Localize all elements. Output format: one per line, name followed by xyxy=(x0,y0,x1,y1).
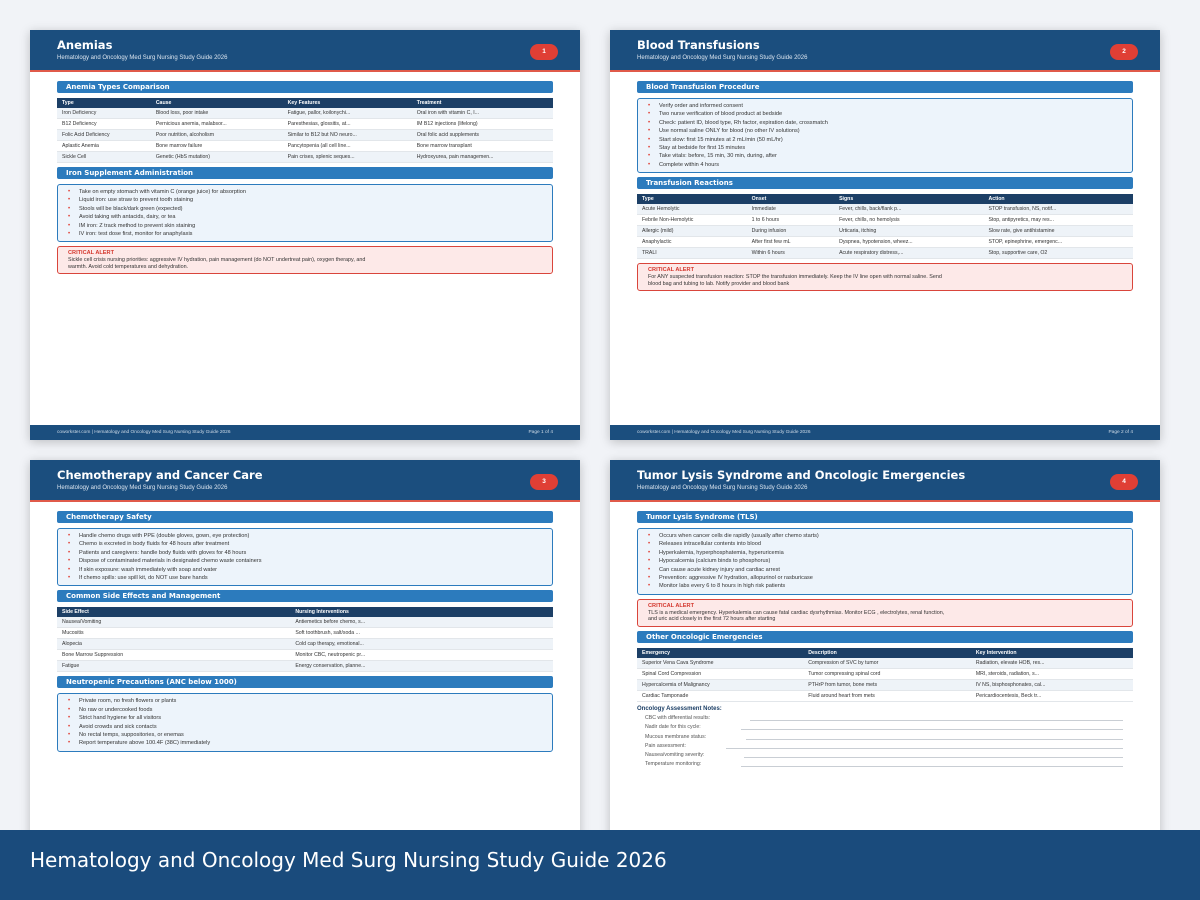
page-3 xyxy=(30,460,580,870)
table-cell: Allergic (mild) xyxy=(637,226,747,237)
page-title: Blood Transfusions xyxy=(637,38,760,52)
table-cell: IV NS, bisphosphonates, cal... xyxy=(971,679,1133,690)
notes-title: Oncology Assessment Notes: xyxy=(637,705,722,712)
data-table xyxy=(57,607,553,672)
note-line xyxy=(726,748,1123,749)
table-row xyxy=(57,130,553,141)
list-item: • Monitor labs every 6 to 8 hours in high risk patients xyxy=(648,582,1124,590)
page-content xyxy=(30,502,580,752)
critical-alert xyxy=(637,599,1133,627)
section-heading: Other Oncologic Emergencies xyxy=(637,631,1133,643)
table-row xyxy=(57,152,553,163)
table-cell: Genetic (HbS mutation) xyxy=(151,152,283,163)
table-row xyxy=(57,639,553,650)
section-heading: Blood Transfusion Procedure xyxy=(637,81,1133,93)
table-cell: Aplastic Anemia xyxy=(57,141,151,152)
note-line xyxy=(741,729,1123,730)
column-header: Emergency xyxy=(637,648,803,658)
table-cell: Poor nutrition, alcoholism xyxy=(151,130,283,141)
section-heading: Neutropenic Precautions (ANC below 1000) xyxy=(57,676,553,688)
table-cell: STOP, epinephrine, emergenc... xyxy=(983,237,1133,248)
page-header xyxy=(610,30,1160,72)
section-heading: Iron Supplement Administration xyxy=(57,167,553,179)
table-cell: Compression of SVC by tumor xyxy=(803,658,971,669)
table-cell: Alopecia xyxy=(57,639,290,650)
bottom-banner xyxy=(0,830,1200,900)
table-cell: 1 to 6 hours xyxy=(747,215,834,226)
table-header-row xyxy=(57,607,553,617)
note-label: CBC with differential results: xyxy=(645,714,711,721)
table-cell: Superior Vena Cava Syndrome xyxy=(637,658,803,669)
list-item: • Private room, no fresh flowers or plants xyxy=(68,697,544,705)
section-heading: Anemia Types Comparison xyxy=(57,81,553,93)
data-table xyxy=(57,98,553,163)
table-cell: Fever, chills, no hemolysis xyxy=(834,215,983,226)
table-cell: STOP transfusion, NS, notif... xyxy=(983,204,1133,215)
page-1 xyxy=(30,30,580,440)
page-subtitle: Hematology and Oncology Med Surg Nursing Study Guide 2026 xyxy=(57,55,228,61)
table-row xyxy=(637,226,1133,237)
bottom-banner-title: Hematology and Oncology Med Surg Nursing Study Guide 2026 xyxy=(30,848,667,872)
table-cell: Hydroxyurea, pain managemen... xyxy=(412,152,553,163)
table-cell: Mucositis xyxy=(57,628,290,639)
table-cell: B12 Deficiency xyxy=(57,119,151,130)
table-row xyxy=(637,204,1133,215)
table-cell: After first few mL xyxy=(747,237,834,248)
bullet-box xyxy=(57,528,553,586)
table-cell: Pernicious anemia, malabsor... xyxy=(151,119,283,130)
table-header-row xyxy=(57,98,553,108)
note-row xyxy=(637,758,1133,767)
alert-text: For ANY suspected transfusion reaction: STOP the transfusion immediately. Keep the IV line open with normal saline. Send blood bag and tubing to lab. Notify provider and blood bank xyxy=(648,274,942,287)
alert-text: Sickle cell crisis nursing priorities: aggressive IV hydration, pain management (do NOT undertreat pain), oxygen therapy, and warmth. Avoid cold temperatures and dehydration. xyxy=(68,257,366,270)
column-header: Onset xyxy=(747,194,834,204)
list-item: • Strict hand hygiene for all visitors xyxy=(68,714,544,722)
section-heading: Common Side Effects and Management xyxy=(57,590,553,602)
column-header: Signs xyxy=(834,194,983,204)
list-item: • Start slow: first 15 minutes at 2 mL/min (50 mL/hr) xyxy=(648,136,1124,144)
table-cell: Pancytopenia (all cell line... xyxy=(283,141,412,152)
list-item: • IV iron: test dose first, monitor for anaphylaxis xyxy=(68,230,544,238)
table-cell: Similar to B12 but NO neuro... xyxy=(283,130,412,141)
table-cell: Fever, chills, back/flank p... xyxy=(834,204,983,215)
note-label: Temperature monitoring: xyxy=(645,761,702,768)
table-cell: Immediate xyxy=(747,204,834,215)
table-header-row xyxy=(637,648,1133,658)
list-item: • IM iron: Z track method to prevent skin staining xyxy=(68,222,544,230)
page-number-badge: 4 xyxy=(1110,474,1138,490)
list-item: • Stools will be black/dark green (expected) xyxy=(68,205,544,213)
page-number-badge: 3 xyxy=(530,474,558,490)
table-cell: Dyspnea, hypotension, wheez... xyxy=(834,237,983,248)
table-cell: Blood loss, poor intake xyxy=(151,108,283,119)
page-header xyxy=(30,30,580,72)
table-header-row xyxy=(637,194,1133,204)
page-footer xyxy=(610,425,1160,440)
column-header: Key Intervention xyxy=(971,648,1133,658)
list-item: • Take vitals: before, 15 min, 30 min, during, after xyxy=(648,152,1124,160)
note-row xyxy=(637,749,1133,758)
table-cell: During infusion xyxy=(747,226,834,237)
table-cell: Radiation, elevate HOB, res... xyxy=(971,658,1133,669)
alert-title: CRITICAL ALERT xyxy=(648,267,694,274)
section-heading: Chemotherapy Safety xyxy=(57,511,553,523)
column-header: Key Features xyxy=(283,98,412,108)
table-row xyxy=(637,248,1133,259)
list-item: • Liquid iron: use straw to prevent tooth staining xyxy=(68,196,544,204)
list-item: • Two nurse verification of blood product at bedside xyxy=(648,110,1124,118)
table-cell: Slow rate, give antihistamine xyxy=(983,226,1133,237)
footer-source: coworkster.com | Hematology and Oncology Med Surg Nursing Study Guide 2026 xyxy=(637,430,811,435)
table-row xyxy=(57,617,553,628)
table-cell: IM B12 injections (lifelong) xyxy=(412,119,553,130)
column-header: Action xyxy=(983,194,1133,204)
table-row xyxy=(57,108,553,119)
page-footer xyxy=(30,425,580,440)
table-cell: Energy conservation, planne... xyxy=(290,661,553,672)
note-label: Pain assessment: xyxy=(645,742,686,749)
page-title: Tumor Lysis Syndrome and Oncologic Emergencies xyxy=(637,468,966,482)
table-cell: Folic Acid Deficiency xyxy=(57,130,151,141)
table-cell: Oral iron with vitamin C, I... xyxy=(412,108,553,119)
critical-alert xyxy=(637,263,1133,291)
note-line xyxy=(744,757,1123,758)
column-header: Side Effect xyxy=(57,607,290,617)
list-item: • No raw or undercooked foods xyxy=(68,706,544,714)
table-row xyxy=(57,661,553,672)
note-row xyxy=(637,730,1133,739)
table-cell: Cardiac Tamponade xyxy=(637,690,803,701)
table-cell: Cold cap therapy, emotional... xyxy=(290,639,553,650)
column-header: Type xyxy=(637,194,747,204)
bullet-list xyxy=(648,102,1124,169)
table-cell: Stop, supportive care, O2 xyxy=(983,248,1133,259)
page-2 xyxy=(610,30,1160,440)
table-cell: MRI, steroids, radiation, s... xyxy=(971,668,1133,679)
note-row xyxy=(637,712,1133,721)
bullet-list xyxy=(68,532,544,582)
table-row xyxy=(57,119,553,130)
list-item: • Prevention: aggressive IV hydration, allopurinol or rasburicase xyxy=(648,574,1124,582)
table-cell: Nausea/Vomiting xyxy=(57,617,290,628)
table-cell: Acute Hemolytic xyxy=(637,204,747,215)
page-subtitle: Hematology and Oncology Med Surg Nursing Study Guide 2026 xyxy=(637,485,808,491)
alert-title: CRITICAL ALERT xyxy=(68,250,114,257)
table-cell: Soft toothbrush, salt/soda ... xyxy=(290,628,553,639)
note-line xyxy=(746,739,1123,740)
page-header xyxy=(610,460,1160,502)
list-item: • Verify order and informed consent xyxy=(648,102,1124,110)
list-item: • Releases intracellular contents into blood xyxy=(648,540,1124,548)
table-cell: Iron Deficiency xyxy=(57,108,151,119)
bullet-box xyxy=(57,693,553,751)
list-item: • Avoid crowds and sick contacts xyxy=(68,723,544,731)
column-header: Treatment xyxy=(412,98,553,108)
section-heading: Tumor Lysis Syndrome (TLS) xyxy=(637,511,1133,523)
table-cell: Pericardiocentesis, Beck tr... xyxy=(971,690,1133,701)
page-content xyxy=(30,72,580,274)
table-cell: Paresthesias, glossitis, at... xyxy=(283,119,412,130)
table-row xyxy=(57,628,553,639)
page-title: Chemotherapy and Cancer Care xyxy=(57,468,263,482)
bullet-box xyxy=(57,184,553,242)
table-cell: Anaphylactic xyxy=(637,237,747,248)
table-row xyxy=(637,658,1133,669)
footer-page-number: Page 2 of 4 xyxy=(1108,430,1133,435)
page-title: Anemias xyxy=(57,38,113,52)
critical-alert xyxy=(57,246,553,274)
column-header: Type xyxy=(57,98,151,108)
bullet-box xyxy=(637,528,1133,595)
page-4 xyxy=(610,460,1160,870)
bullet-list xyxy=(68,697,544,747)
alert-title: CRITICAL ALERT xyxy=(648,602,694,609)
table-cell: Spinal Cord Compression xyxy=(637,668,803,679)
table-row xyxy=(637,690,1133,701)
column-header: Nursing Interventions xyxy=(290,607,553,617)
list-item: • Chemo is excreted in body fluids for 48 hours after treatment xyxy=(68,540,544,548)
table-cell: Stop, antipyretics, may res... xyxy=(983,215,1133,226)
page-header xyxy=(30,460,580,502)
note-line xyxy=(741,766,1123,767)
page-subtitle: Hematology and Oncology Med Surg Nursing Study Guide 2026 xyxy=(57,485,228,491)
note-label: Nadir date for this cycle: xyxy=(645,724,701,731)
list-item: • Check: patient ID, blood type, Rh factor, expiration date, crossmatch xyxy=(648,119,1124,127)
list-item: • Stay at bedside for first 15 minutes xyxy=(648,144,1124,152)
page-content xyxy=(610,502,1160,767)
table-cell: Bone marrow transplant xyxy=(412,141,553,152)
data-table xyxy=(637,648,1133,702)
table-cell: TRALI xyxy=(637,248,747,259)
bullet-box xyxy=(637,98,1133,173)
list-item: • Complete within 4 hours xyxy=(648,161,1124,169)
list-item: • Occurs when cancer cells die rapidly (usually after chemo starts) xyxy=(648,532,1124,540)
table-cell: Monitor CBC, neutropenic pr... xyxy=(290,650,553,661)
list-item: • If chemo spills: use spill kit, do NOT use bare hands xyxy=(68,574,544,582)
note-row xyxy=(637,721,1133,730)
table-row xyxy=(57,650,553,661)
table-cell: PTHrP from tumor, bone mets xyxy=(803,679,971,690)
table-row xyxy=(637,668,1133,679)
list-item: • Patients and caregivers: handle body fluids with gloves for 48 hours xyxy=(68,549,544,557)
table-cell: Bone marrow failure xyxy=(151,141,283,152)
table-cell: Fluid around heart from mets xyxy=(803,690,971,701)
list-item: • No rectal temps, suppositories, or enemas xyxy=(68,731,544,739)
page-number-badge: 1 xyxy=(530,44,558,60)
data-table xyxy=(637,194,1133,259)
table-row xyxy=(57,141,553,152)
table-cell: Tumor compressing spinal cord xyxy=(803,668,971,679)
list-item: • Can cause acute kidney injury and cardiac arrest xyxy=(648,566,1124,574)
table-cell: Acute respiratory distress,... xyxy=(834,248,983,259)
footer-page-number: Page 1 of 4 xyxy=(528,430,553,435)
page-number-badge: 2 xyxy=(1110,44,1138,60)
bullet-list xyxy=(68,188,544,238)
alert-text: TLS is a medical emergency. Hyperkalemia can cause fatal cardiac dysrhythmias. Monitor ECG , electrolytes, renal function, and uric acid closely in the first 72 hours after starting xyxy=(648,609,945,623)
table-cell: Bone Marrow Suppression xyxy=(57,650,290,661)
list-item: • Use normal saline ONLY for blood (no other IV solutions) xyxy=(648,127,1124,135)
list-item: • Take on empty stomach with vitamin C (orange juice) for absorption xyxy=(68,188,544,196)
section-heading: Transfusion Reactions xyxy=(637,177,1133,189)
list-item: • Report temperature above 100.4F (38C) immediately xyxy=(68,739,544,747)
table-cell: Within 6 hours xyxy=(747,248,834,259)
note-line xyxy=(750,720,1123,721)
list-item: • Handle chemo drugs with PPE (double gloves, gown, eye protection) xyxy=(68,532,544,540)
table-row xyxy=(637,215,1133,226)
note-label: Mucous membrane status: xyxy=(645,733,707,740)
table-cell: Sickle Cell xyxy=(57,152,151,163)
list-item: • Hypocalcemia (calcium binds to phosphorus) xyxy=(648,557,1124,565)
table-cell: Pain crises, splenic seques... xyxy=(283,152,412,163)
page-content xyxy=(610,72,1160,291)
table-cell: Febrile Non-Hemolytic xyxy=(637,215,747,226)
note-row xyxy=(637,740,1133,749)
table-cell: Antiemetics before chemo, s... xyxy=(290,617,553,628)
table-cell: Oral folic acid supplements xyxy=(412,130,553,141)
table-cell: Fatigue, pallor, koilonychi... xyxy=(283,108,412,119)
table-cell: Hypercalcemia of Malignancy xyxy=(637,679,803,690)
list-item: • Dispose of contaminated materials in designated chemo waste containers xyxy=(68,557,544,565)
table-row xyxy=(637,237,1133,248)
column-header: Description xyxy=(803,648,971,658)
note-label: Nausea/vomiting severity: xyxy=(645,752,705,759)
list-item: • Hyperkalemia, hyperphosphatemia, hyperuricemia xyxy=(648,549,1124,557)
page-subtitle: Hematology and Oncology Med Surg Nursing Study Guide 2026 xyxy=(637,55,808,61)
table-row xyxy=(637,679,1133,690)
list-item: • If skin exposure: wash immediately with soap and water xyxy=(68,566,544,574)
footer-source: coworkster.com | Hematology and Oncology Med Surg Nursing Study Guide 2026 xyxy=(57,430,231,435)
bullet-list xyxy=(648,532,1124,591)
list-item: • Avoid taking with antacids, dairy, or tea xyxy=(68,213,544,221)
table-cell: Fatigue xyxy=(57,661,290,672)
column-header: Cause xyxy=(151,98,283,108)
table-cell: Urticaria, itching xyxy=(834,226,983,237)
